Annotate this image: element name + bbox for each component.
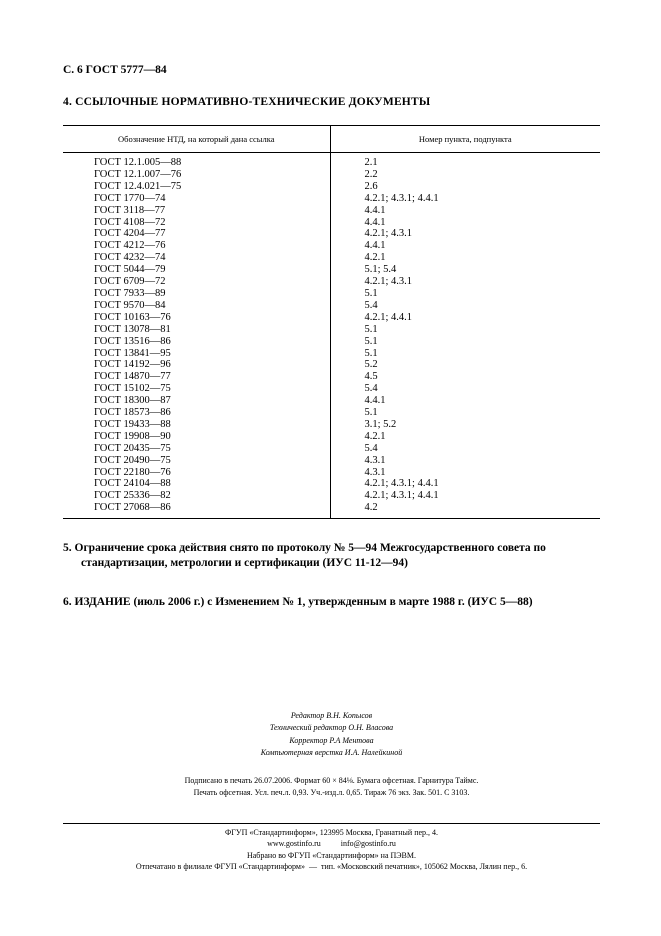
clause-number-cell: 4.4.1 bbox=[364, 204, 386, 216]
clause-number-cell: 5.1 bbox=[364, 335, 378, 347]
publisher-line: www.gostinfo.ru info@gostinfo.ru bbox=[267, 839, 396, 849]
ntd-table-header bbox=[63, 126, 600, 153]
section-5-text: 5. Ограничение срока действия снято по протоколу № 5—94 Межгосударственного совета по стандартизации, метрологии и сертификации (ИУС 11-12—94) bbox=[63, 542, 546, 570]
ntd-designation-cell: ГОСТ 10163—76 bbox=[63, 312, 330, 324]
section-4-title: 4. ССЫЛОЧНЫЕ НОРМАТИВНО-ТЕХНИЧЕСКИЕ ДОКУМЕНТЫ bbox=[63, 96, 431, 108]
table-row bbox=[63, 228, 600, 240]
table-row bbox=[63, 490, 600, 502]
clause-number-cell: 4.2.1; 4.3.1; 4.4.1 bbox=[364, 478, 439, 490]
table-row bbox=[63, 252, 600, 264]
table-row bbox=[63, 217, 600, 229]
table-row bbox=[63, 288, 600, 300]
table-row bbox=[63, 169, 600, 181]
table-row bbox=[63, 181, 600, 193]
table-row bbox=[63, 502, 600, 518]
credit-line: Корректор Р.А Ментова bbox=[289, 735, 374, 745]
table-row bbox=[63, 419, 600, 431]
clause-number-cell: 4.3.1 bbox=[364, 454, 386, 466]
table-row bbox=[63, 348, 600, 360]
page-header: С. 6 ГОСТ 5777—84 bbox=[63, 64, 167, 76]
ntd-designation-cell: ГОСТ 5044—79 bbox=[63, 264, 330, 276]
clause-number-cell: 5.1; 5.4 bbox=[364, 264, 397, 276]
ntd-designation-cell: ГОСТ 4204—77 bbox=[63, 228, 330, 240]
table-row bbox=[63, 312, 600, 324]
ntd-table-body bbox=[63, 153, 600, 519]
clause-number-cell: 4.2.1; 4.4.1 bbox=[364, 311, 413, 323]
ntd-table bbox=[63, 125, 600, 519]
colophon-credits bbox=[63, 710, 600, 760]
clause-number-cell: 4.2.1; 4.3.1; 4.4.1 bbox=[364, 192, 439, 204]
table-row bbox=[63, 264, 600, 276]
ntd-designation-cell: ГОСТ 20435—75 bbox=[63, 443, 330, 455]
ntd-designation-cell: ГОСТ 25336—82 bbox=[63, 490, 330, 502]
ntd-designation-cell: ГОСТ 14192—96 bbox=[63, 359, 330, 371]
table-row bbox=[63, 371, 600, 383]
publisher-line: Набрано во ФГУП «Стандартинформ» на ПЭВМ. bbox=[246, 850, 417, 860]
footer-divider bbox=[63, 823, 600, 824]
table-row bbox=[63, 407, 600, 419]
section-6-text: 6. ИЗДАНИЕ (июль 2006 г.) с Изменением № 1, утвержденным в марте 1988 г. (ИУС 5—88) bbox=[63, 596, 533, 609]
ntd-designation-cell: ГОСТ 12.1.005—88 bbox=[63, 153, 330, 169]
ntd-designation-cell: ГОСТ 18300—87 bbox=[63, 395, 330, 407]
clause-number-cell: 4.4.1 bbox=[364, 216, 386, 228]
table-row bbox=[63, 455, 600, 467]
ntd-designation-cell: ГОСТ 3118—77 bbox=[63, 205, 330, 217]
ntd-designation-cell: ГОСТ 4212—76 bbox=[63, 240, 330, 252]
ntd-designation-cell: ГОСТ 9570—84 bbox=[63, 300, 330, 312]
ntd-designation-cell: ГОСТ 13516—86 bbox=[63, 336, 330, 348]
ntd-designation-cell: ГОСТ 20490—75 bbox=[63, 455, 330, 467]
ntd-designation-cell: ГОСТ 6709—72 bbox=[63, 276, 330, 288]
clause-number-cell: 5.2 bbox=[364, 359, 378, 371]
clause-number-cell: 4.3.1 bbox=[364, 466, 386, 478]
table-row bbox=[63, 443, 600, 455]
table-row bbox=[63, 193, 600, 205]
table-row bbox=[63, 383, 600, 395]
ntd-designation-cell: ГОСТ 27068—86 bbox=[63, 502, 330, 518]
clause-number-cell: 5.1 bbox=[364, 347, 378, 359]
print-info-line: Подписано в печать 26.07.2006. Формат 60 × 84⅛. Бумага офсетная. Гарнитура Таймс. bbox=[184, 775, 479, 785]
clause-number-cell: 2.2 bbox=[364, 168, 378, 180]
ntd-designation-cell: ГОСТ 7933—89 bbox=[63, 288, 330, 300]
clause-number-cell: 4.4.1 bbox=[364, 395, 386, 407]
clause-number-cell: 4.2.1; 4.3.1 bbox=[364, 228, 413, 240]
clause-number-cell: 4.2.1 bbox=[364, 430, 386, 442]
table-row bbox=[63, 467, 600, 479]
table-row bbox=[63, 240, 600, 252]
publisher-line: ФГУП «Стандартинформ», 123995 Москва, Гранатный пер., 4. bbox=[224, 827, 439, 837]
table-row bbox=[63, 153, 600, 169]
print-info bbox=[63, 775, 600, 799]
ntd-designation-cell: ГОСТ 15102—75 bbox=[63, 383, 330, 395]
publisher-line: Отпечатано в филиале ФГУП «Стандартинформ» — тип. «Московский печатник», 105062 Москва, Лялин пер., 6. bbox=[135, 862, 528, 872]
ntd-designation-cell: ГОСТ 18573—86 bbox=[63, 407, 330, 419]
ntd-designation-cell: ГОСТ 13078—81 bbox=[63, 324, 330, 336]
clause-number-cell: 5.4 bbox=[364, 442, 378, 454]
clause-number-cell: 4.2 bbox=[364, 502, 378, 514]
column-header-designation: Обозначение НТД, на который дана ссылка bbox=[63, 126, 330, 153]
clause-number-cell: 5.4 bbox=[364, 383, 378, 395]
table-row bbox=[63, 395, 600, 407]
clause-number-cell: 2.1 bbox=[364, 157, 378, 168]
table-row bbox=[63, 478, 600, 490]
ntd-designation-cell: ГОСТ 12.4.021—75 bbox=[63, 181, 330, 193]
credit-line: Редактор В.Н. Копысов bbox=[290, 711, 373, 720]
clause-number-cell: 5.4 bbox=[364, 299, 378, 311]
credit-line: Компьютерная верстка И.А. Налейкиной bbox=[260, 748, 403, 758]
publisher-info bbox=[63, 827, 600, 873]
clause-number-cell: 5.1 bbox=[364, 287, 378, 299]
table-row bbox=[63, 324, 600, 336]
column-header-clause: Номер пункта, подпункта bbox=[330, 126, 600, 153]
clause-number-cell: 4.5 bbox=[364, 371, 378, 383]
ntd-designation-cell: ГОСТ 19908—90 bbox=[63, 431, 330, 443]
ntd-designation-cell: ГОСТ 12.1.007—76 bbox=[63, 169, 330, 181]
clause-number-cell: 2.6 bbox=[364, 180, 378, 192]
credit-line: Технический редактор О.Н. Власова bbox=[269, 723, 394, 733]
clause-number-cell: 4.2.1; 4.3.1 bbox=[364, 276, 413, 288]
clause-number-cell: 4.2.1; 4.3.1; 4.4.1 bbox=[364, 490, 439, 502]
table-row bbox=[63, 205, 600, 217]
ntd-designation-cell: ГОСТ 13841—95 bbox=[63, 348, 330, 360]
ntd-designation-cell: ГОСТ 4232—74 bbox=[63, 252, 330, 264]
ntd-designation-cell: ГОСТ 1770—74 bbox=[63, 193, 330, 205]
clause-number-cell: 3.1; 5.2 bbox=[364, 418, 397, 430]
table-row bbox=[63, 300, 600, 312]
ntd-designation-cell: ГОСТ 22180—76 bbox=[63, 467, 330, 479]
ntd-designation-cell: ГОСТ 19433—88 bbox=[63, 419, 330, 431]
ntd-designation-cell: ГОСТ 24104—88 bbox=[63, 478, 330, 490]
table-row bbox=[63, 276, 600, 288]
clause-number-cell: 4.4.1 bbox=[364, 240, 386, 252]
table-header-row bbox=[63, 126, 600, 153]
clause-number-cell: 5.1 bbox=[364, 323, 378, 335]
ntd-designation-cell: ГОСТ 4108—72 bbox=[63, 217, 330, 229]
table-row bbox=[63, 359, 600, 371]
table-row bbox=[63, 336, 600, 348]
clause-number-cell: 5.1 bbox=[364, 407, 378, 419]
clause-number-cell: 4.2.1 bbox=[364, 252, 386, 264]
print-info-line: Печать офсетная. Усл. печ.л. 0,93. Уч.-изд.л. 0,65. Тираж 76 экз. Зак. 501. С 3103. bbox=[193, 787, 470, 797]
table-row bbox=[63, 431, 600, 443]
ntd-designation-cell: ГОСТ 14870—77 bbox=[63, 371, 330, 383]
